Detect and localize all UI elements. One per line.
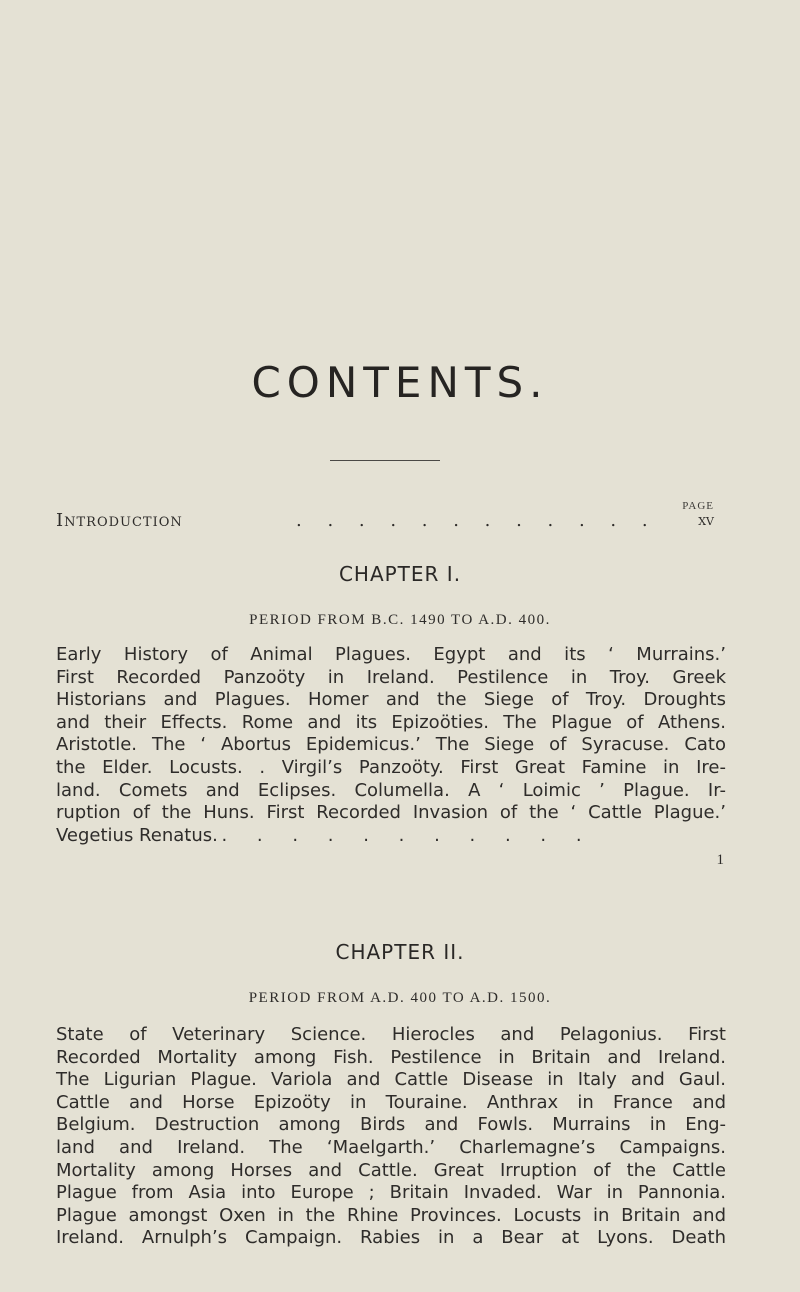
summary-line: Plague from Asia into Europe ; Britain Invaded. War in Pannonia. [56, 1182, 726, 1204]
summary-line: land. Comets and Eclipses. Columella. A ‘ Loimic ’ Plague. Ir- [56, 779, 726, 801]
summary-line: Belgium. Destruction among Birds and Fowls. Murrains in Eng- [56, 1114, 726, 1136]
dot-leader: . . . . . . . . . . . . [186, 824, 594, 846]
summary-line: Ireland. Arnulph’s Campaign. Rabies in a Bear at Lyons. Death [56, 1227, 726, 1249]
chapter-1-heading: CHAPTER I. [338, 562, 462, 586]
chapter-2-heading: CHAPTER II. [335, 940, 465, 964]
title-rule [330, 460, 440, 461]
chapter-1-summary [56, 644, 726, 847]
chapter-1-period: PERIOD FROM B.C. 1490 TO A.D. 400. [249, 612, 551, 628]
summary-line: Mortality among Horses and Cattle. Great Irruption of the Cattle [56, 1159, 726, 1181]
summary-line-last [56, 825, 726, 848]
introduction-label: Introduction [56, 510, 183, 531]
summary-line: Plague amongst Oxen in the Rhine Provinces. Locusts in Britain and [56, 1204, 726, 1226]
chapter-2-period: PERIOD FROM A.D. 400 TO A.D. 1500. [248, 990, 552, 1006]
summary-line: Historians and Plagues. Homer and the Siege of Troy. Droughts [56, 689, 726, 711]
summary-line: Recorded Mortality among Fish. Pestilence in Britain and Ireland. [56, 1046, 726, 1068]
introduction-page-number: xv [698, 510, 714, 529]
summary-line: Early History of Animal Plagues. Egypt and its ‘ Murrains.’ [56, 644, 726, 665]
page-column-label: PAGE [682, 500, 714, 512]
dot-leader: . . . . . . . . . . . . [296, 510, 658, 531]
summary-line: ruption of the Huns. First Recorded Invasion of the ‘ Cattle Plague.’ [56, 802, 726, 824]
summary-line: the Elder. Locusts. . Virgil’s Panzoöty. First Great Famine in Ire- [56, 756, 726, 778]
summary-line: Aristotle. The ‘ Abortus Epidemicus.’ The Siege of Syracuse. Cato [56, 734, 726, 756]
chapter-2-summary [56, 1024, 726, 1250]
chapter-1-page-number: 1 [716, 852, 724, 868]
summary-line: and their Effects. Rome and its Epizoöties. The Plague of Athens. [56, 711, 726, 733]
summary-line: Cattle and Horse Epizoöty in Touraine. Anthrax in France and [56, 1091, 726, 1113]
summary-line: Vegetius Renatus. [56, 824, 218, 846]
toc-entry-introduction [56, 510, 714, 531]
summary-line: State of Veterinary Science. Hierocles and Pelagonius. First [56, 1024, 726, 1045]
summary-line: First Recorded Panzoöty in Ireland. Pestilence in Troy. Greek [56, 666, 726, 688]
summary-line: The Ligurian Plague. Variola and Cattle Disease in Italy and Gaul. [56, 1069, 726, 1091]
page-title: CONTENTS. [251, 358, 549, 407]
summary-line: land and Ireland. The ‘Maelgarth.’ Charlemagne’s Campaigns. [56, 1136, 726, 1158]
